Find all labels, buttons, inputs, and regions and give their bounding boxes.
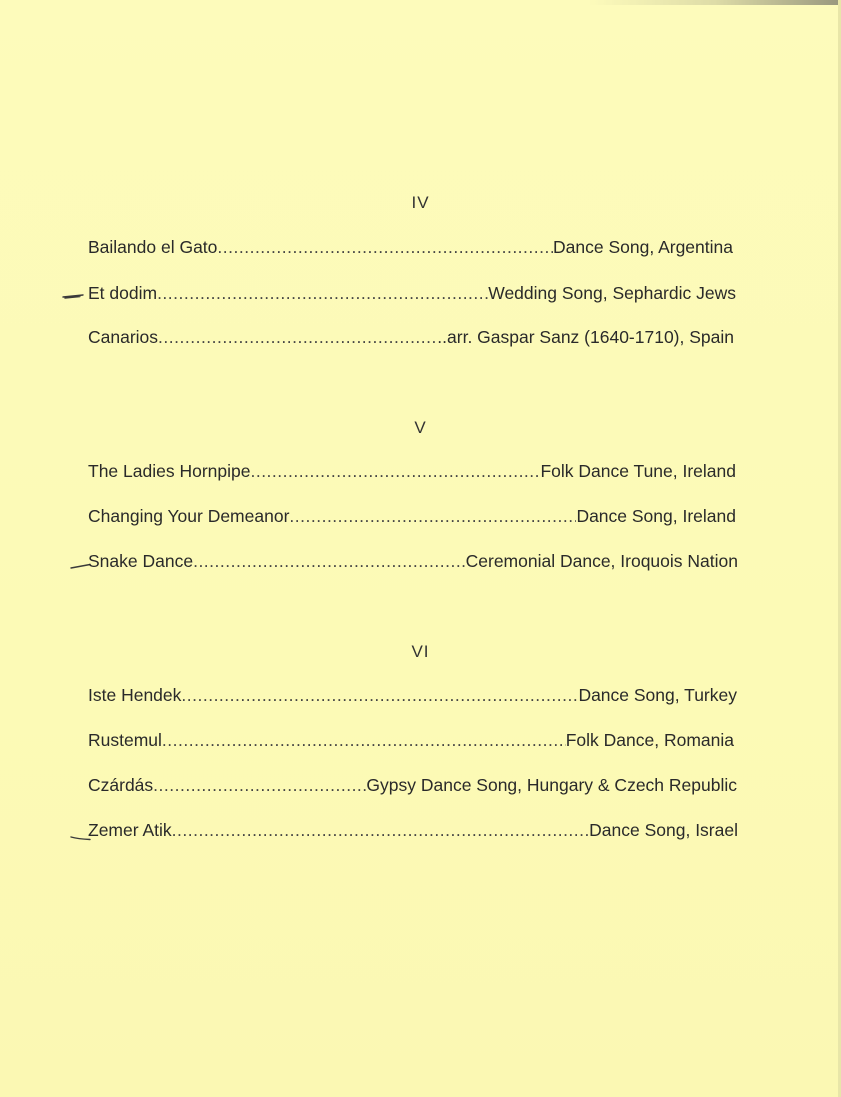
dot-leader	[162, 730, 566, 751]
piece-title: Zemer Atik	[88, 820, 172, 840]
scan-top-edge	[0, 0, 841, 5]
piece-origin: ..arr. Gaspar Sanz (1640-1710), Spain	[437, 327, 734, 347]
piece-origin: Ceremonial Dance, Iroquois Nation	[465, 551, 738, 571]
dot-leader	[250, 461, 540, 482]
dot-leader	[181, 685, 578, 706]
piece-origin: Folk Dance, Romania	[565, 730, 734, 750]
dot-leader	[153, 775, 366, 796]
dot-leader	[217, 237, 553, 258]
program-entry	[88, 730, 734, 751]
piece-origin: Dance Song, Israel	[589, 820, 738, 840]
section-numeral: VI	[411, 642, 430, 661]
piece-title: Snake Dance	[88, 551, 194, 571]
piece-title: The Ladies Hornpipe	[88, 461, 251, 481]
dot-leader	[157, 283, 488, 304]
program-entry	[88, 237, 733, 258]
program-entry	[88, 685, 737, 706]
piece-title: Bailando el Gato	[88, 237, 218, 257]
piece-title: Et dodim	[88, 283, 158, 303]
dot-leader	[158, 327, 437, 348]
program-entry	[88, 775, 737, 796]
piece-origin: Dance Song, Argentina	[553, 237, 733, 257]
piece-title: Changing Your Demeanor	[88, 506, 290, 526]
program-entry	[88, 327, 734, 348]
program-entry	[88, 551, 738, 572]
piece-title: Canarios	[88, 327, 159, 347]
dot-leader	[172, 820, 590, 841]
program-entry	[88, 820, 738, 841]
piece-origin: Folk Dance Tune, Ireland	[540, 461, 736, 481]
program-entry	[88, 506, 736, 527]
dot-leader	[193, 551, 466, 572]
program-entry	[88, 283, 736, 304]
piece-origin: Dance Song, Turkey	[578, 685, 737, 705]
program-entry	[88, 461, 736, 482]
piece-title: Rustemul	[88, 730, 162, 750]
pen-check-mark	[62, 293, 84, 299]
dot-leader	[289, 506, 576, 527]
piece-origin: Gypsy Dance Song, Hungary & Czech Republic	[366, 775, 737, 795]
piece-title: Czárdás	[88, 775, 154, 795]
section-numeral: V	[414, 418, 427, 437]
piece-origin: Dance Song, Ireland	[576, 506, 736, 526]
piece-origin: Wedding Song, Sephardic Jews	[488, 283, 736, 303]
section-numeral: IV	[411, 193, 430, 212]
piece-title: Iste Hendek	[88, 685, 182, 705]
